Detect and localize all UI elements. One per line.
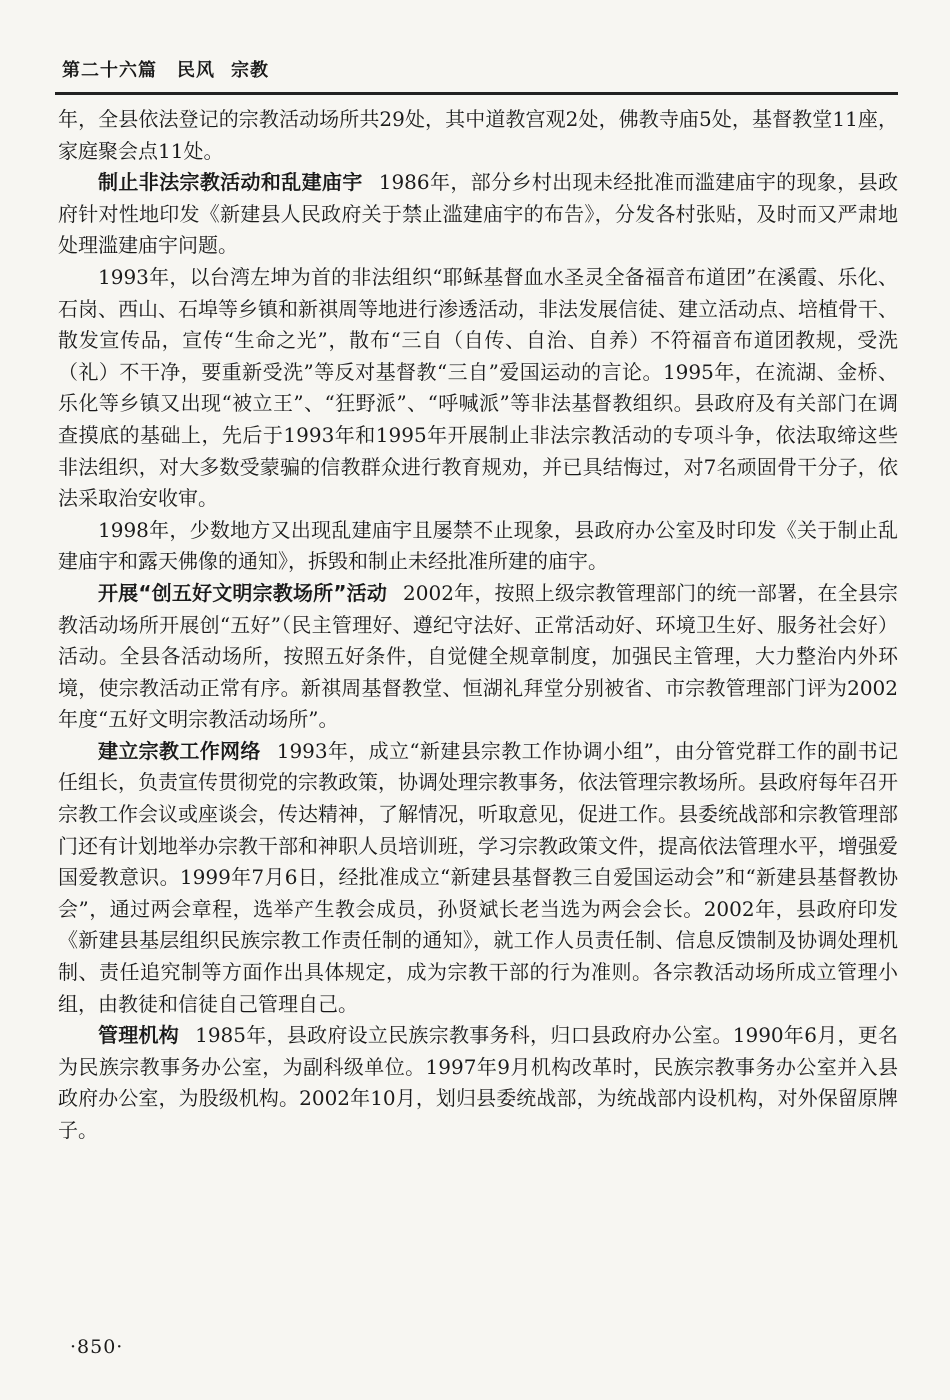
body-text	[58, 104, 898, 1147]
paragraph-text: 1986年，部分乡村出现未经批准而滥建庙宇的现象，县政府针对性地印发《新建县人民政府关于禁止滥建庙宇的布告》，分发各村张贴，及时而又严肃地处理滥建庙宇问题。	[58, 170, 898, 258]
paragraph	[58, 578, 898, 736]
running-header	[62, 58, 898, 86]
page-number: ·850·	[70, 1336, 124, 1358]
paragraph-heading: 建立宗教工作网络	[98, 738, 261, 763]
paragraph	[58, 515, 898, 578]
paragraph-heading: 开展“创五好文明宗教场所”活动	[98, 580, 388, 605]
paragraph	[58, 736, 898, 1020]
header-chapter: 第二十六篇	[62, 60, 157, 81]
paragraph	[58, 1020, 898, 1146]
paragraph-text: 1998年，少数地方又出现乱建庙宇且屡禁不止现象，县政府办公室及时印发《关于制止乱建庙宇和露天佛像的通知》，拆毁和制止未经批准所建的庙宇。	[58, 517, 898, 574]
header-section-1: 民风	[177, 60, 215, 81]
header-rule	[55, 92, 898, 95]
paragraph-text: 1985年，县政府设立民族宗教事务科，归口县政府办公室。1990年6月，更名为民族宗教事务办公室，为副科级单位。1997年9月机构改革时，民族宗教事务办公室并入县政府办公室，为股级机构。2002年10月，划归县委统战部，为统战部内设机构，对外保留原牌子。	[58, 1023, 899, 1142]
header-section-2: 宗教	[231, 60, 269, 81]
paragraph	[58, 262, 898, 515]
paragraph-text: 年，全县依法登记的宗教活动场所共29处，其中道教宫观2处，佛教寺庙5处，基督教堂11座，家庭聚会点11处。	[58, 107, 898, 163]
paragraph-heading: 管理机构	[98, 1023, 180, 1048]
paragraph-text: 1993年，成立“新建县宗教工作协调小组”，由分管党群工作的副书记任组长，负责宣传贯彻党的宗教政策，协调处理宗教事务，依法管理宗教场所。县政府每年召开宗教工作会议或座谈会，传达精神，了解情况，听取意见，促进工作。县委统战部和宗教管理部门还有计划地举办宗教干部和神职人员培训班，学习宗教政策文件，提高依法管理水平，增强爱国爱教意识。1999年7月6日，经批准成立“新建县基督教三自爱国运动会”和“新建县基督教协会”，通过两会章程，选举产生教会成员，孙贤斌长老当选为两会会长。2002年，县政府印发《新建县基层组织民族宗教工作责任制的通知》，就工作人员责任制、信息反馈制及协调处理机制、责任追究制等方面作出具体规定，成为宗教干部的行为准则。各宗教活动场所成立管理小组，由教徒和信徒自己管理自己。	[58, 738, 898, 1016]
paragraph	[58, 104, 898, 167]
paragraph-heading: 制止非法宗教活动和乱建庙宇	[98, 170, 363, 195]
paragraph	[58, 167, 898, 262]
paragraph-text: 1993年，以台湾左坤为首的非法组织“耶稣基督血水圣灵全备福音布道团”在溪霞、乐化、石岗、西山、石埠等乡镇和新祺周等地进行渗透活动，非法发展信徒、建立活动点、培植骨干、散发宣传品，宣传“生命之光”，散布“三自（自传、自治、自养）不符福音布道团教规，受洗（礼）不干净，要重新受洗”等反对基督教“三自”爱国运动的言论。1995年，在流湖、金桥、乐化等乡镇又出现“被立王”、“狂野派”、“呼喊派”等非法基督教组织。县政府及有关部门在调查摸底的基础上，先后于1993年和1995年开展制止非法宗教活动的专项斗争，依法取缔这些非法组织，对大多数受蒙骗的信教群众进行教育规劝，并已具结悔过，对7名顽固骨干分子，依法采取治安收审。	[58, 264, 898, 511]
paragraph-text: 2002年，按照上级宗教管理部门的统一部署，在全县宗教活动场所开展创“五好”（民主管理好、遵纪守法好、正常活动好、环境卫生好、服务社会好）活动。全县各活动场所，按照五好条件，自觉健全规章制度，加强民主管理，大力整治内外环境，使宗教活动正常有序。新祺周基督教堂、恒湖礼拜堂分别被省、市宗教管理部门评为2002年度“五好文明宗教活动场所”。	[58, 580, 898, 732]
